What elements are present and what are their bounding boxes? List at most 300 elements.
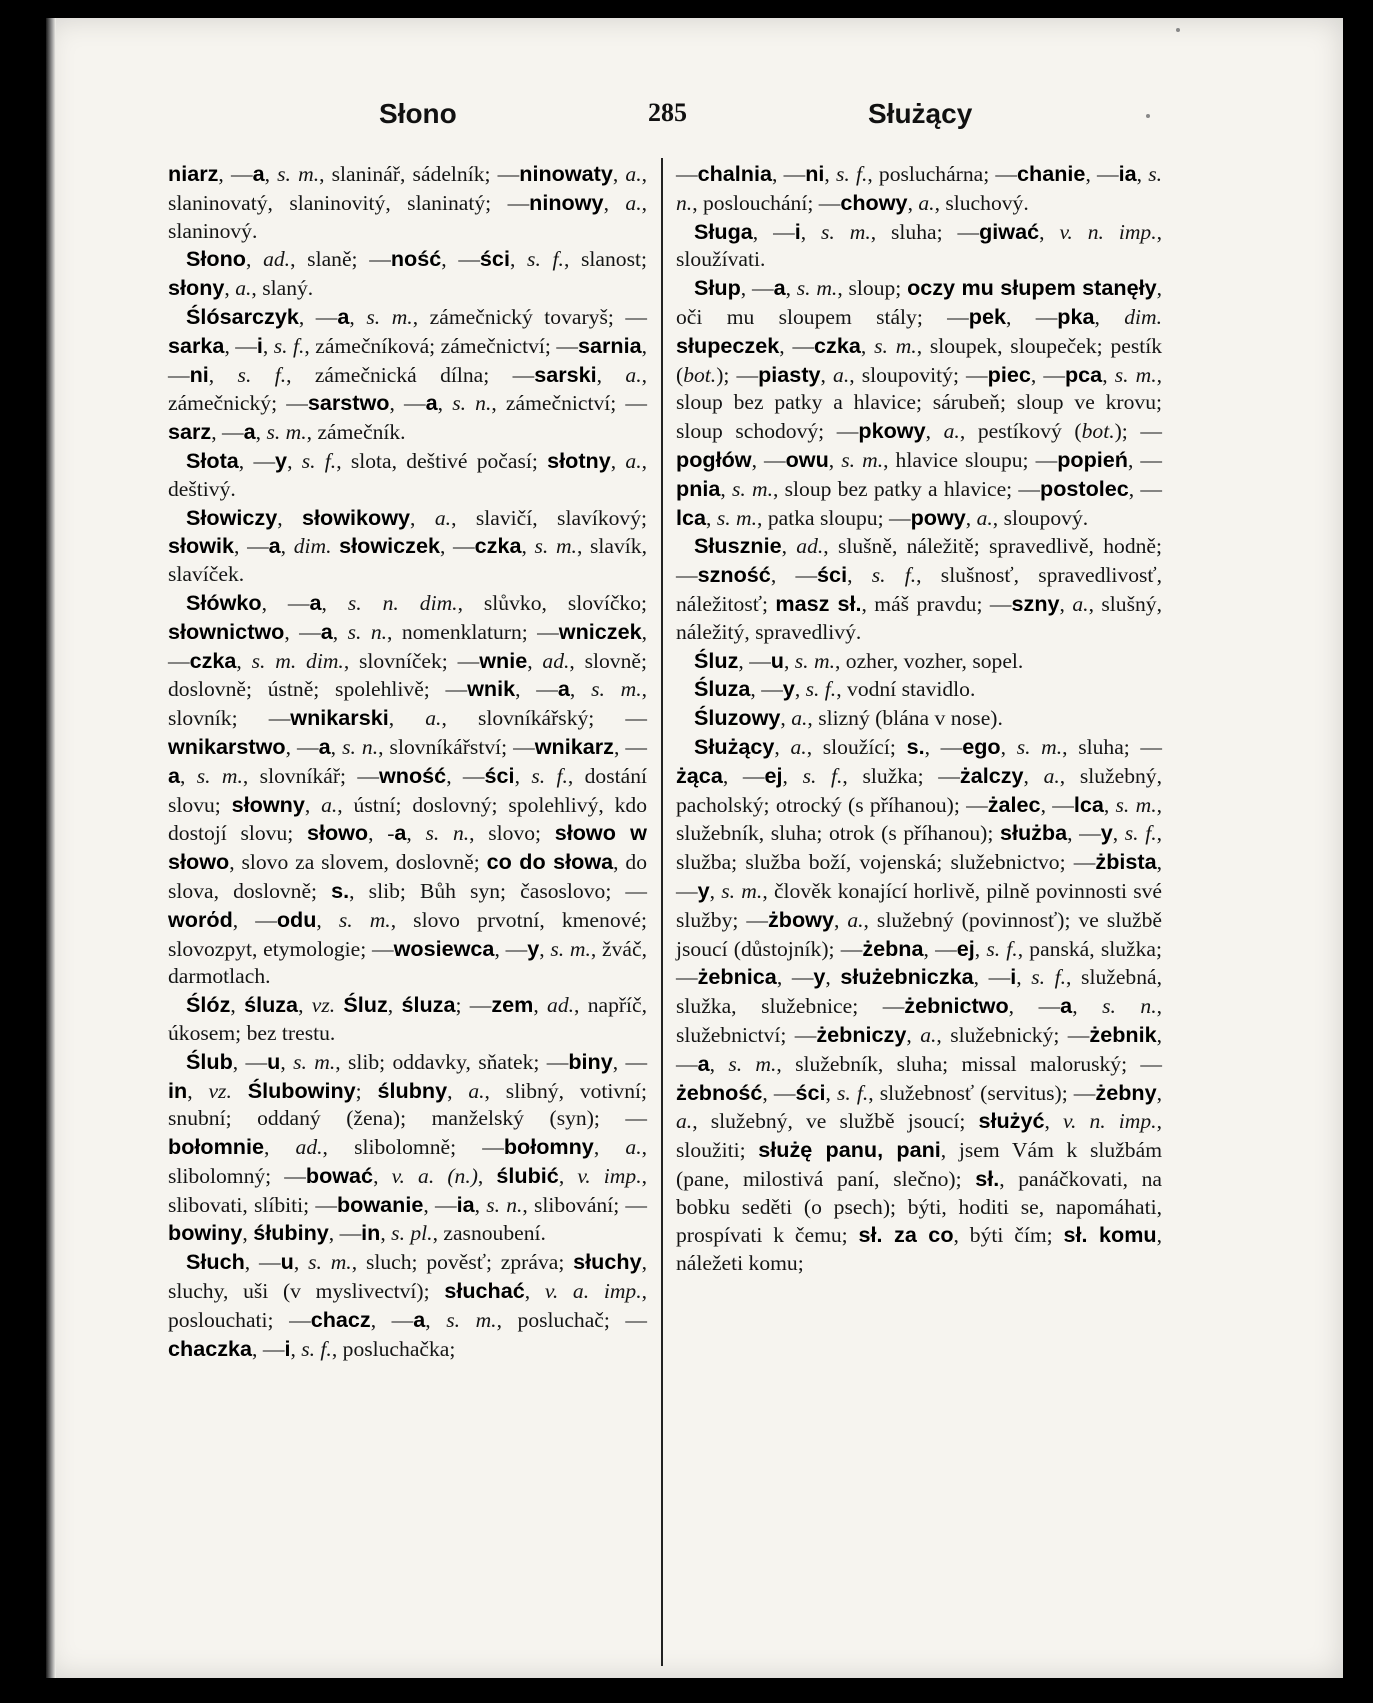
headword: masz sł. [775,590,862,616]
definition-text: , — [772,162,806,186]
definition-text: , slibovati, slíbiti; — [168,1163,647,1217]
dictionary-entry [168,504,647,589]
definition-text: , sluchy, uši (v myslivectví); [168,1250,647,1304]
headword: ia [456,1191,475,1217]
headword: y [782,676,795,702]
definition-text: , [569,677,592,702]
dictionary-entry [676,218,1162,275]
definition-text: , panáčkovati, na bobku seděti (o psech); býti, hoditi se, napomáhati, prospívati k čemu; [676,1166,1162,1248]
definition-text: , — [389,391,426,416]
headword: ślubić [496,1162,559,1188]
definition-text: , [1039,219,1060,244]
grammar-label: a. [676,1109,693,1134]
headword: żalczy [959,762,1024,788]
definition-text: , — [232,907,277,932]
definition-text: , — [1085,162,1119,186]
scan-speck [1176,28,1180,32]
definition-text: , ústní; doslovný; spolehlivý, kdo dostojí slovu; [168,792,647,846]
headword: Służący [694,733,775,759]
definition-text: , posluchačka; [331,1336,456,1361]
grammar-label: dim. [1124,304,1163,329]
definition-text: , poslouchání; — [692,190,841,215]
definition-text: , sluha; — [870,219,980,244]
grammar-label: s. f. [802,763,843,788]
definition-text: , sloup; [837,276,908,301]
definition-text: , — [740,276,774,301]
grammar-label: s. m. [550,936,591,961]
headword: chalnia [697,161,773,186]
headword: postolec [1040,475,1129,501]
grammar-label: a. [791,706,808,731]
left-column [168,160,647,1363]
headword: żebność [676,1079,763,1105]
grammar-label: s. m. [534,534,577,559]
headword: słowny [231,791,305,817]
dictionary-entry [168,447,647,504]
definition-text: , [437,391,453,416]
headword: służę panu, pani [758,1137,941,1163]
definition-text: , [709,1051,729,1076]
headword: in [361,1220,381,1246]
headword: żalec [987,791,1041,817]
grammar-label: s. f. [301,448,337,473]
definition-text: , [800,219,822,244]
headword: wnikarski [290,705,389,731]
grammar-label: s. m. [821,219,871,244]
definition-text: , [474,1192,487,1217]
definition-text: , služebník, sluha; otrok (s příhanou); [676,792,1163,846]
grammar-label: a. [235,276,252,301]
grammar-label: s. m. dim. [251,648,344,673]
headword: a [425,390,438,416]
definition-text: , — [770,563,818,588]
definition-text: , slibolomně; — [322,1135,504,1160]
definition-text: , sloupový. [992,505,1089,530]
definition-text: , [1059,591,1073,616]
headword: pka [1057,303,1095,329]
headword: Ślóz [186,992,231,1018]
definition-text: , [280,1049,294,1074]
headword: Słusznie [694,533,782,559]
definition-text: , [706,505,717,530]
definition-text: , žváč, darmotlach. [168,936,648,989]
grammar-label: s. m. [338,907,391,932]
definition-text: , [524,1279,545,1304]
definition-text: , [820,362,834,387]
definition-text: , slaninář, sádelník; — [319,162,520,186]
definition-text: , hlavice sloupu; — [883,447,1058,472]
grammar-label: s. m. [732,476,774,501]
headword: chacz [310,1306,371,1332]
headword: Słuch [186,1249,245,1275]
definition-text: , [974,936,987,961]
headword: służyć [978,1108,1045,1134]
headword: ninowy [529,189,604,215]
definition-text: , — [923,936,957,961]
definition-text: , do slova, doslovně; [168,850,647,903]
definition-text: , — [238,448,276,473]
definition-text: , [277,505,303,530]
definition-text: , [781,534,797,559]
grammar-label: s. pl. [391,1221,433,1246]
grammar-label: a. [833,362,850,387]
grammar-label: a. [790,734,807,759]
definition-text: , napříč, úkosem; bez trestu. [168,993,648,1045]
definition-text: , [380,1221,392,1246]
headword: słownictwo [168,618,285,644]
headword: żebnik [1089,1021,1157,1047]
dictionary-entry [168,589,647,991]
headword: pnia [676,475,721,501]
definition-text: , [527,648,543,673]
headword: słuchy [573,1249,642,1275]
grammar-label: a. [625,1135,642,1160]
definition-text: , [263,1135,296,1160]
headword: Śluza [694,676,751,702]
definition-text: , slanost; [563,247,648,272]
headword: biny [568,1048,613,1074]
grammar-label: a. [625,190,642,215]
headword: lca [676,504,707,530]
definition-text: , slušný, náležitý, spravedlivý. [676,591,1163,644]
definition-text: , [1136,162,1149,186]
definition-text: , služebný, ve službě jsoucí; [692,1109,979,1134]
definition-text: , zámečnictví; — [491,391,647,416]
running-header [0,98,1373,138]
definition-text: , [224,276,236,301]
headword: u [267,1048,281,1074]
definition-text: , [230,993,245,1018]
grammar-label: s. m. [446,1307,497,1332]
definition-text: , sloužívati. [676,219,1163,272]
headword: wosiewca [393,935,495,961]
headword: żebna [862,935,924,961]
headword: żebny [1095,1079,1157,1105]
definition-text: , zámečnický; — [168,362,648,416]
dictionary-entry [168,303,647,447]
grammar-label: s. f. [527,247,564,272]
definition-text: , [447,1078,469,1103]
grammar-label: a. [321,792,338,817]
definition-text: , máš pravdu; — [861,591,1012,616]
headword: a [320,618,333,644]
definition-text: , [603,190,626,215]
definition-text: , [780,706,792,731]
headword: chaczka [168,1335,253,1361]
definition-text: , slůvko, slovíčko; [457,590,648,615]
grammar-label: a. [468,1078,485,1103]
definition-text: , sluch; pověsť; zpráva; [351,1250,574,1275]
definition-text: , — [750,677,783,702]
definition-text: , služebnický; — [936,1022,1090,1047]
definition-text: , — [738,648,771,673]
definition-text: , panská, služka; — [676,936,1162,990]
headword: ninowaty [519,161,613,186]
headword: a [268,533,281,559]
headword: słuchać [444,1278,525,1304]
definition-text: , [828,447,842,472]
definition-text: , služebnosť (servitus); — [868,1080,1096,1105]
dictionary-entry [676,647,1162,676]
definition-text: , — [234,534,269,559]
definition-text: , posluchárna; — [867,162,1018,186]
headword: ni [805,161,825,186]
headword: y [813,964,826,990]
definition-text: , — [168,333,648,387]
grammar-label: s. f. [871,563,917,588]
definition-text: , [264,162,278,186]
definition-text: , [245,247,264,272]
headword: szność [697,562,771,588]
definition-text: , - [368,821,395,846]
definition-text: , [720,476,733,501]
definition-text: , [298,993,312,1018]
definition-text: , sloup bez patky a hlavice; sárubeň; sloup ve krovu; sloup schodový; — [676,362,1163,444]
grammar-label: s. m. [1016,734,1063,759]
grammar-label: a. [847,907,864,932]
definition-text: ; [355,1078,378,1103]
headword: chanie [1017,161,1086,186]
dictionary-entry [168,160,647,245]
grammar-label: a. [918,190,935,215]
definition-text: , služka; — [842,763,960,788]
grammar-label: a. [1072,591,1089,616]
grammar-label: s. f. [1124,821,1157,846]
definition-text: , [509,247,528,272]
headword: i [256,332,263,358]
definition-text: , — [494,936,528,961]
headword: sarnia [577,332,642,358]
definition-text: , služebný (povinnosť); ve službě jsoucí (důstojník); — [676,907,1163,961]
definition-text: , zámečnická dílna; — [286,362,535,387]
definition-text: , — [612,1049,648,1074]
page-number: 285 [648,98,687,127]
definition-text: , [287,448,302,473]
definition-text: , [593,1135,626,1160]
headword: Ślósarczyk [186,303,299,329]
headword: Śluz [343,992,388,1018]
grammar-label: s. m. [196,763,243,788]
definition-text: , — [515,677,558,702]
definition-text: , [596,362,626,387]
definition-text: , zámečník. [306,420,406,445]
grammar-label: a. [625,162,642,186]
dictionary-entry [676,532,1162,646]
headword: a [394,820,407,846]
definition-text: , [1072,994,1103,1019]
grammar-label: s. n. [425,821,470,846]
definition-text [232,1079,248,1103]
headword: a [337,303,350,329]
definition-text: , — [328,1221,362,1246]
headword: żebniczy [816,1021,907,1047]
headword: wnikarz [534,733,614,759]
definition-text: , — [924,734,963,759]
dictionary-entry [676,704,1162,733]
definition-text: , [860,333,875,358]
headword: ślubny [377,1077,448,1103]
headword: lca [1073,791,1104,817]
definition-text: , [558,1163,578,1188]
headword: bować [305,1162,374,1188]
definition-text: , [833,907,848,932]
headword: pek [968,303,1006,329]
headword: a [413,1306,426,1332]
dictionary-entry [676,160,1162,218]
headword: ści [479,246,510,272]
definition-text: , slovníkářství; — [378,734,535,759]
definition-text: , — [973,965,1011,990]
definition-text: ; — [455,993,492,1018]
definition-text: , [349,304,367,329]
headword: i [1010,964,1017,990]
definition-text: , poslouchati; — [168,1279,648,1332]
definition-text: , — [1127,447,1163,472]
definition-text: , slaně; — [290,247,391,272]
grammar-label: s. n. dim. [347,590,458,615]
definition-text: , slaný. [251,276,314,301]
definition-text: , [387,993,402,1018]
headword: sł. [975,1165,1000,1191]
definition-text: , — [211,420,244,445]
headword: bowanie [336,1191,424,1217]
dictionary-entry [168,1248,647,1363]
definition-text: , zámečnický tovaryš; — [412,304,648,329]
grammar-label: ad. [547,993,575,1018]
dictionary-entry [676,733,1162,1278]
dictionary-entry [676,675,1162,704]
grammar-label: v. n. imp. [1059,219,1157,244]
definition-text: , — [284,619,321,644]
definition-text: , [794,677,806,702]
definition-text: , slibný, votivní; snubní; oddaný (žena); manželský (syn); — [168,1078,648,1131]
definition-text: , dostání slovu; [168,763,648,817]
headword: ej [764,762,783,788]
headword: śłubiny [253,1220,329,1246]
definition-text: , — [224,333,257,358]
grammar-label: s. m. [794,648,835,673]
definition-text: , služebný, pacholský; otrocký (s příhanou); — [676,763,1162,817]
headword: Ślub [186,1048,233,1074]
grammar-label: s. f. [1031,965,1067,990]
headword: y [1100,820,1113,846]
definition-text: , vodní stavidlo. [836,677,976,702]
headword: sarski [534,361,597,387]
definition-text: , — [218,162,253,186]
definition-text: , člověk konající horlivě, pilně povinnosti své služby; — [676,878,1162,932]
headword: wność [378,762,447,788]
dictionary-entry [676,274,1162,532]
grammar-label: v. n. imp. [1062,1109,1157,1134]
grammar-label: s. m. [728,1051,777,1076]
grammar-label: a. [920,1022,937,1047]
definition-text: , [304,792,322,817]
definition-text: , slušnosť, spravedlivosť, náležitosť; [676,563,1163,616]
grammar-label: s. n. [347,619,388,644]
headword: wnie [479,647,528,673]
definition-text: , slib; Bůh syn; časoslovo; — [349,878,648,903]
headword: pkowy [858,418,926,444]
definition-text: , [410,505,435,530]
definition-text: ); — [1114,419,1163,444]
dictionary-entry [168,991,647,1048]
definition-text: , [1103,792,1116,817]
definition-text: , [1102,362,1115,387]
definition-text: , [236,648,252,673]
definition-text: — [676,162,698,186]
definition-text: , slovo za slovem, doslovně; [229,850,487,875]
definition-text: , slaninovatý, slaninovitý, slaninatý; — [168,162,648,215]
grammar-label: s. m. [591,677,642,702]
definition-text: , [477,1163,497,1188]
definition-text: , slibolomný; — [168,1135,647,1188]
definition-text: , [925,419,944,444]
headword: Słówko [186,589,262,615]
grammar-label: s. m. [874,333,917,358]
headword: s. [906,733,925,759]
definition-text: , — [423,1192,457,1217]
headword: słony [168,275,225,301]
grammar-label: ad. [263,247,291,272]
headword: a [318,733,331,759]
definition-text: , [242,1221,254,1246]
definition-text: , [187,1078,209,1103]
definition-text: , [1044,1109,1063,1134]
definition-text: , náležeti komu; [676,1223,1162,1276]
grammar-label: s. m. [796,276,838,301]
headword: śluza [401,992,456,1018]
headword: Słota [186,447,239,473]
headword: służebniczka [840,964,974,990]
definition-text: , — [261,590,310,615]
definition-text: , sluha; — [1062,734,1163,759]
definition-text: , slovo; [469,821,555,846]
headword: bołomny [503,1134,594,1160]
definition-text: , [255,420,267,445]
headword: żąca [676,762,723,788]
headword: a [557,676,570,702]
definition-text: , [290,1336,302,1361]
definition-text: , slota, deštivé počasí; [336,448,548,473]
definition-text: , [262,333,274,358]
headword: sarstwo [307,390,390,416]
definition-text: , [180,763,197,788]
headword: y [275,447,288,473]
definition-text: , [1094,304,1125,329]
definition-text: , — [752,219,795,244]
headword: a [309,589,322,615]
headword: i [284,1335,291,1361]
headword: worόd [168,906,233,932]
definition-text: , služebná, služka, služebnice; — [676,965,1162,1019]
definition-text: , [373,1163,392,1188]
definition-text: , — [776,965,814,990]
definition-text: , [521,534,535,559]
headword: sarka [168,332,225,358]
definition-text: , služebnictví; — [676,994,1162,1047]
headword: Słup [694,275,741,301]
definition-text: , [425,1307,447,1332]
grammar-label: s. f. [986,936,1018,961]
headword: a [697,1050,710,1076]
headword: in [168,1077,188,1103]
grammar-label: s. m. [1115,792,1157,817]
headword: a [773,275,786,301]
definition-text: , — [370,1307,414,1332]
definition-text: , — [1030,362,1065,387]
definition-text: , — [244,1250,281,1275]
grammar-label: vz. [311,993,336,1018]
